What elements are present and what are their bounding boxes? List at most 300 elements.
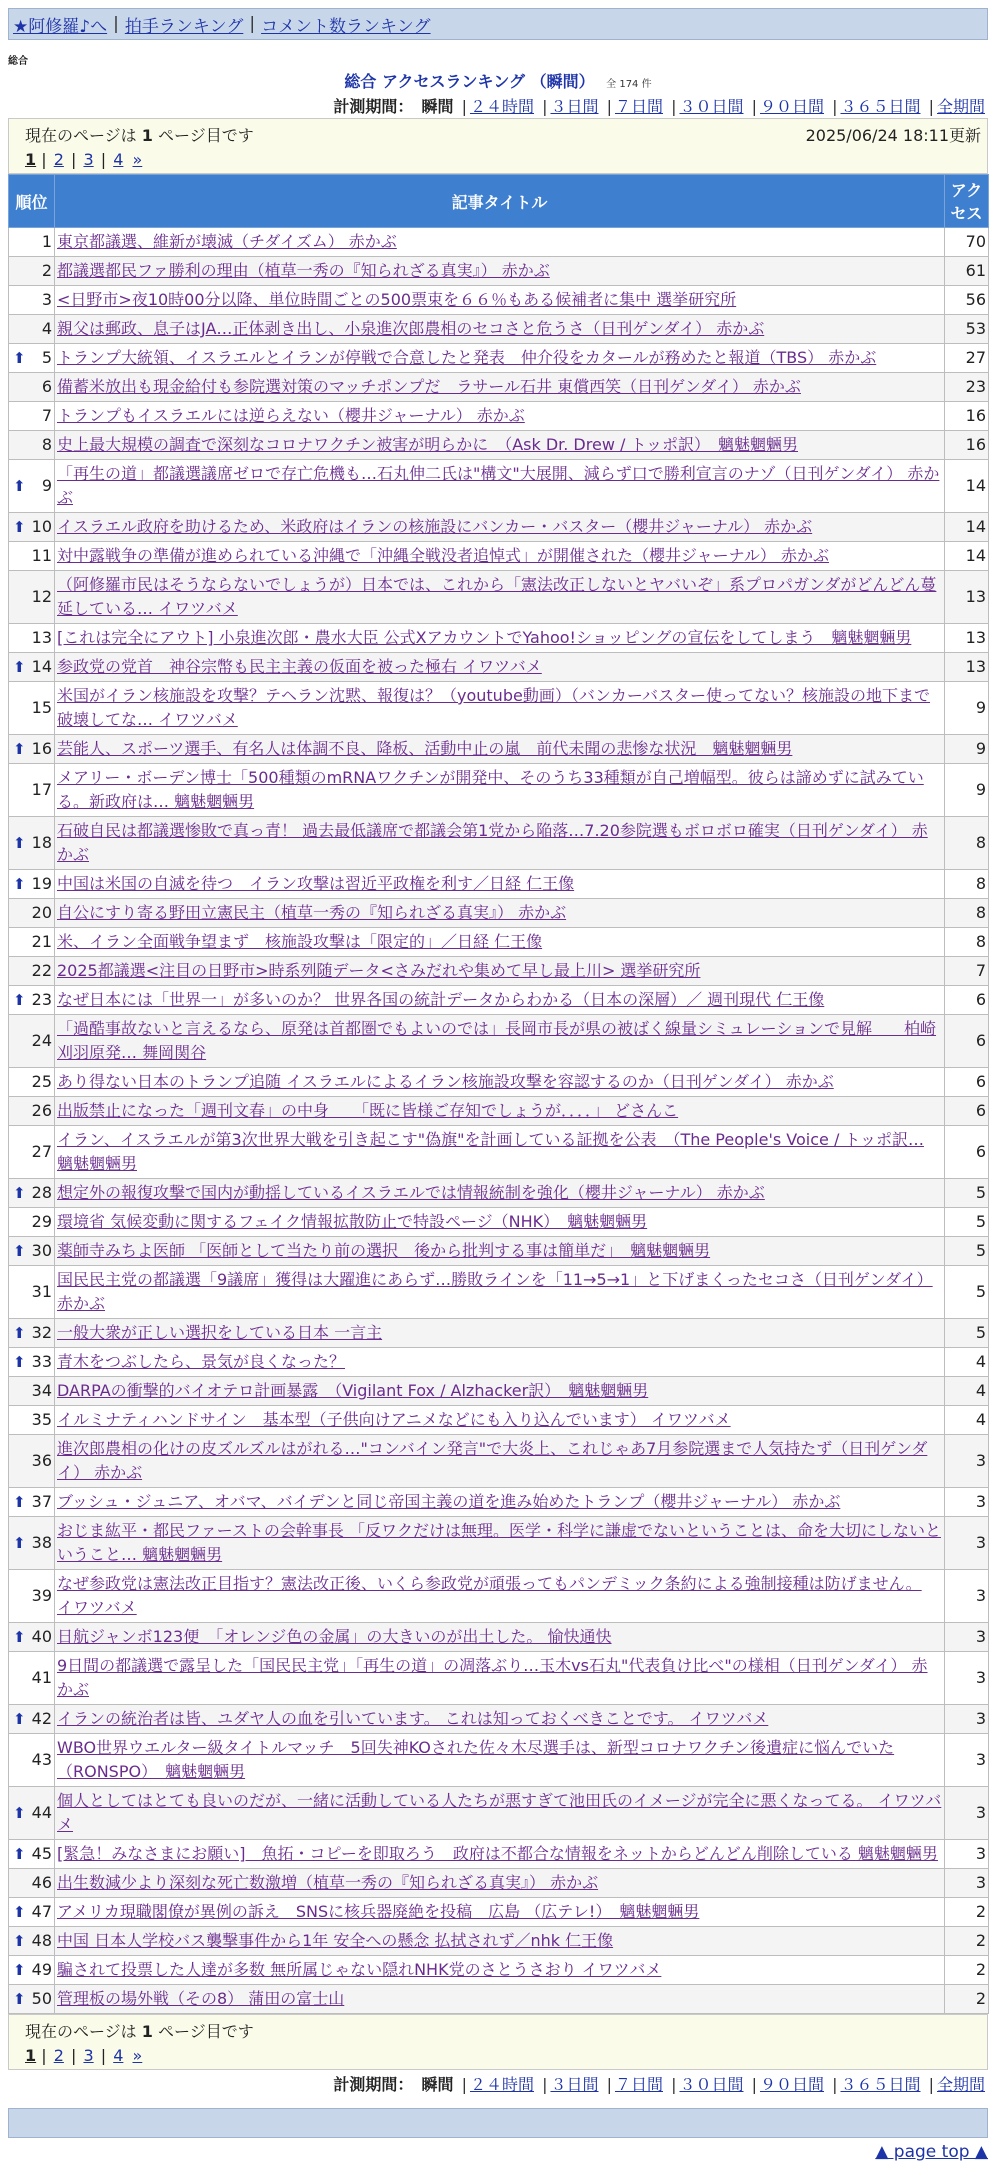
period-current: 瞬間: [421, 2075, 454, 2094]
article-link[interactable]: 石破自民は都議選惨敗で真っ青！ 過去最低議席で都議会第1党から陥落…7.20参院選もボロボロ確実（日刊ゲンダイ） 赤かぶ: [57, 821, 928, 864]
period-separator: |: [928, 97, 934, 116]
table-row: [9, 1266, 989, 1319]
rank-number: 43: [31, 1750, 52, 1769]
access-count: 6: [945, 1097, 989, 1126]
article-link[interactable]: 中国は米国の自滅を待つ イラン攻撃は習近平政権を利す／日経 仁王像: [57, 874, 575, 893]
rank-number: 1: [41, 232, 52, 251]
title-cell: [55, 228, 945, 257]
period-link-30d[interactable]: ３０日間: [679, 97, 744, 116]
table-row: [9, 957, 989, 986]
title-cell: [55, 1237, 945, 1266]
pager-top: [8, 118, 988, 174]
title-cell: [55, 1377, 945, 1406]
page-current: 1: [25, 150, 37, 169]
rank-cell: [9, 870, 55, 899]
table-row: [9, 1734, 989, 1787]
title-cell: [55, 1208, 945, 1237]
article-link[interactable]: メアリー・ボーデン博士「500種類のmRNAワクチンが開発中、そのうち33種類が自己増幅型。彼らは諦めずに試みている。新政府は… 魑魅魍魎男: [57, 768, 924, 811]
current-page-text: [25, 2019, 987, 2042]
up-arrow-icon: ⬆: [13, 658, 26, 676]
rank-number: 3: [41, 290, 52, 309]
access-count: 13: [945, 624, 989, 653]
section-label: 総合: [8, 56, 28, 67]
period-separator: |: [751, 2075, 757, 2094]
period-link-365d[interactable]: ３６５日間: [840, 97, 921, 116]
article-link[interactable]: 薬師寺みちよ医師 「医師として当たり前の選択 後から批判する事は簡単だ」 魑魅魍魎男: [57, 1241, 711, 1260]
table-row: [9, 1985, 989, 2014]
rank-cell: [9, 286, 55, 315]
top-nav-bar: [8, 8, 988, 40]
access-count: 53: [945, 315, 989, 344]
table-row: [9, 344, 989, 373]
article-link[interactable]: トランプ大統領、イスラエルとイランが停戦で合意したと発表 仲介役をカタールが務めたと報道（TBS） 赤かぶ: [57, 348, 877, 367]
article-link[interactable]: 個人としてはとても良いのだが、一緒に活動している人たちが悪すぎて池田氏のイメージが完全に悪くなってる。 イワツバメ: [57, 1791, 942, 1834]
rank-number: 22: [31, 961, 52, 980]
article-link[interactable]: 管理板の場外戦（その8） 蒲田の富士山: [57, 1989, 345, 2008]
table-row: [9, 460, 989, 513]
article-link[interactable]: 「過酷事故ないと言えるなら、原発は首都圏でもよいのでは」長岡市長が県の被ばく線量シミュレーションで見解 柏崎刈羽原発… 舞岡関谷: [57, 1019, 937, 1062]
rank-number: 26: [31, 1101, 52, 1120]
rank-cell: [9, 513, 55, 542]
header-access: アクセス: [945, 175, 989, 228]
access-count: 6: [945, 1068, 989, 1097]
article-link[interactable]: 9日間の都議選で露呈した「国民民主党」「再生の道」の凋落ぶり…玉木vs石丸"代表負け比べ"の様相（日刊ゲンダイ） 赤かぶ: [57, 1656, 928, 1699]
up-arrow-icon: ⬆: [13, 740, 26, 758]
article-link[interactable]: 青木をつぶしたら、景気が良くなった？: [57, 1352, 346, 1371]
article-link[interactable]: なぜ参政党は憲法改正目指す？憲法改正後、いくら参政党が頑張ってもパンデミック条約による強制接種は防げません。 イワツバメ: [57, 1574, 922, 1617]
title-cell: [55, 1319, 945, 1348]
table-row: [9, 1927, 989, 1956]
access-count: 61: [945, 257, 989, 286]
rank-cell: [9, 957, 55, 986]
rank-cell: [9, 1787, 55, 1840]
article-link[interactable]: イスラエル政府を助けるため、米政府はイランの核施設にバンカー・バスター（櫻井ジャーナル） 赤かぶ: [57, 517, 813, 536]
table-row: [9, 1840, 989, 1869]
total-count: 全 174 件: [606, 79, 652, 90]
title-cell: [55, 870, 945, 899]
access-count: 3: [945, 1869, 989, 1898]
article-link[interactable]: 米、イラン全面戦争望まず 核施設攻撃は「限定的」／日経 仁王像: [57, 932, 543, 951]
access-count: 16: [945, 431, 989, 460]
title-cell: [55, 513, 945, 542]
period-link-3d[interactable]: ３日間: [550, 97, 599, 116]
article-link[interactable]: ブッシュ・ジュニア、オバマ、バイデンと同じ帝国主義の道を進み始めたトランプ（櫻井ジャーナル） 赤かぶ: [57, 1492, 841, 1511]
rank-cell: [9, 1208, 55, 1237]
rank-number: 12: [31, 587, 52, 606]
page-top-link[interactable]: ▲ page top ▲: [875, 2142, 988, 2162]
rank-cell: [9, 764, 55, 817]
rank-number: 7: [41, 406, 52, 425]
table-row: [9, 899, 989, 928]
rank-number: 35: [31, 1410, 52, 1429]
rank-number: 47: [31, 1902, 52, 1921]
page-link-next[interactable]: »: [132, 2046, 143, 2065]
access-count: 3: [945, 1435, 989, 1488]
rank-cell: [9, 1956, 55, 1985]
title-cell: [55, 899, 945, 928]
title-cell: [55, 1985, 945, 2014]
table-row: [9, 1406, 989, 1435]
rank-cell: [9, 542, 55, 571]
table-row: [9, 653, 989, 682]
access-count: 2: [945, 1985, 989, 2014]
period-link-90d[interactable]: ９０日間: [759, 97, 824, 116]
table-row: [9, 986, 989, 1015]
updated-time: 2025/06/24 18:11更新: [805, 126, 981, 145]
article-link[interactable]: イルミナティハンドサイン 基本型（子供向けアニメなどにも入り込んでいます） イワツバメ: [57, 1410, 731, 1429]
table-row: [9, 513, 989, 542]
rank-number: 4: [41, 319, 52, 338]
table-row: [9, 1787, 989, 1840]
rank-number: 5: [41, 348, 52, 367]
up-arrow-icon: ⬆: [13, 1961, 26, 1979]
rank-number: 49: [31, 1960, 52, 1979]
access-count: 9: [945, 764, 989, 817]
rank-number: 32: [31, 1323, 52, 1342]
up-arrow-icon: ⬆: [13, 1932, 26, 1950]
period-link-all[interactable]: 全期間: [936, 97, 985, 116]
period-current: 瞬間: [421, 97, 454, 116]
title-cell: [55, 431, 945, 460]
access-count: 9: [945, 735, 989, 764]
rank-cell: [9, 653, 55, 682]
article-link[interactable]: DARPAの衝撃的バイオテロ計画暴露 （Vigilant Fox / Alzhacker訳） 魑魅魍魎男: [57, 1381, 649, 1400]
rank-number: 39: [31, 1586, 52, 1605]
access-count: 2: [945, 1956, 989, 1985]
rank-cell: [9, 1705, 55, 1734]
article-link[interactable]: 対中露戦争の準備が進められている沖縄で「沖縄全戦没者追悼式」が開催された（櫻井ジャーナル） 赤かぶ: [57, 546, 829, 565]
up-arrow-icon: ⬆: [13, 1710, 26, 1728]
article-link[interactable]: [これは完全にアウト] 小泉進次郎・農水大臣 公式XアカウントでYahoo!ショッピングの宣伝をしてしまう 魑魅魍魎男: [57, 628, 912, 647]
current-page-post: ページ目です: [158, 126, 254, 145]
access-count: 4: [945, 1406, 989, 1435]
page-title: [8, 69, 988, 92]
access-count: 5: [945, 1208, 989, 1237]
rank-cell: [9, 257, 55, 286]
period-separator: |: [606, 97, 612, 116]
article-link[interactable]: 想定外の報復攻撃で国内が動揺しているイスラエルでは情報統制を強化（櫻井ジャーナル） 赤かぶ: [57, 1183, 765, 1202]
rank-number: 37: [31, 1492, 52, 1511]
up-arrow-icon: ⬆: [13, 1804, 26, 1822]
period-selector-bottom: [8, 2074, 988, 2096]
access-count: 6: [945, 986, 989, 1015]
title-cell: [55, 682, 945, 735]
page-link-4[interactable]: 4: [113, 2046, 124, 2065]
article-link[interactable]: 騙されて投票した人達が多数 無所属じゃない隠れNHK党のさとうさおり イワツバメ: [57, 1960, 662, 1979]
article-link[interactable]: 備蓄米放出も現金給付も参院選対策のマッチポンプだ ラサール石井 東償西笑（日刊ゲンダイ） 赤かぶ: [57, 377, 801, 396]
period-separator: |: [928, 2075, 934, 2094]
access-count: 14: [945, 542, 989, 571]
page-links: 1 | 2 | 3 | 4 »: [25, 2046, 143, 2065]
rank-cell: [9, 1126, 55, 1179]
rank-cell: [9, 1517, 55, 1570]
rank-number: 9: [41, 476, 52, 495]
rank-number: 6: [41, 377, 52, 396]
title-cell: [55, 1517, 945, 1570]
title-cell: [55, 986, 945, 1015]
rank-number: 29: [31, 1212, 52, 1231]
rank-number: 46: [31, 1873, 52, 1892]
comment-ranking-link[interactable]: コメント数ランキング: [261, 16, 431, 37]
home-link[interactable]: ★阿修羅♪へ: [13, 16, 108, 37]
article-link[interactable]: 一般大衆が正しい選択をしている日本 一言主: [57, 1323, 383, 1342]
access-count: 8: [945, 870, 989, 899]
title-cell: [55, 957, 945, 986]
article-link[interactable]: 親父は郵政、息子はJA…正体剥き出し、小泉進次郎農相のセコさと危うさ（日刊ゲンダイ） 赤かぶ: [57, 319, 765, 338]
article-link[interactable]: 都議選都民ファ勝利の理由（植草一秀の『知られざる真実』） 赤かぶ: [57, 261, 550, 280]
up-arrow-icon: ⬆: [13, 1493, 26, 1511]
rank-cell: [9, 899, 55, 928]
article-link[interactable]: （阿修羅市民はそうならないでしょうが）日本では、これから「憲法改正しないとヤバいぞ」系プロパガンダがどんどん蔓延している… イワツバメ: [57, 575, 937, 618]
article-link[interactable]: イランの統治者は皆、ユダヤ人の血を引いています。 これは知っておくべきことです。 イワツバメ: [57, 1709, 769, 1728]
rank-number: 38: [31, 1533, 52, 1552]
period-separator: |: [542, 97, 548, 116]
article-link[interactable]: 自公にすり寄る野田立憲民主（植草一秀の『知られざる真実』） 赤かぶ: [57, 903, 567, 922]
rank-number: 30: [31, 1241, 52, 1260]
access-count: 14: [945, 460, 989, 513]
access-count: 3: [945, 1705, 989, 1734]
article-link[interactable]: 出版禁止になった「週刊文春」の中身 「既に皆様ご存知でしょうが．．．．」 どさんこ: [57, 1101, 679, 1120]
article-link[interactable]: <日野市>夜10時00分以降、単位時間ごとの500票束を６６％もある候補者に集中 選挙研究所: [57, 290, 737, 309]
footer-bar: [8, 2108, 988, 2138]
article-link[interactable]: おじま紘平・都民ファーストの会幹事長 「反ワクだけは無理。医学・科学に謙虚でないということは、命を大切にしないということ… 魑魅魍魎男: [57, 1521, 941, 1564]
header-rank: 順位: [9, 175, 55, 228]
table-row: [9, 624, 989, 653]
access-count: 8: [945, 928, 989, 957]
rank-number: 16: [31, 739, 52, 758]
article-link[interactable]: 2025都議選<注目の日野市>時系列随データ<さみだれや集めて早し最上川> 選挙研究所: [57, 961, 701, 980]
nav-separator: |: [249, 14, 256, 34]
article-link[interactable]: アメリカ現職閣僚が異例の訴え SNSに核兵器廃絶を投稿 広島 （広テレ!） 魑魅魍魎男: [57, 1902, 700, 1921]
up-arrow-icon: ⬆: [13, 1353, 26, 1371]
table-row: [9, 1623, 989, 1652]
access-count: 16: [945, 402, 989, 431]
title-cell: [55, 286, 945, 315]
up-arrow-icon: ⬆: [13, 1903, 26, 1921]
access-count: 5: [945, 1237, 989, 1266]
up-arrow-icon: ⬆: [13, 875, 26, 893]
page-current: 1: [25, 2046, 37, 2065]
page-link-2[interactable]: 2: [53, 150, 64, 169]
title-cell: [55, 373, 945, 402]
rank-number: 17: [31, 780, 52, 799]
period-label: 計測期間：: [333, 97, 414, 116]
rank-cell: [9, 315, 55, 344]
rank-cell: [9, 624, 55, 653]
article-link[interactable]: 中国 日本人学校バス襲撃事件から1年 安全への懸念 払拭されず／nhk 仁王像: [57, 1931, 614, 1950]
article-link[interactable]: 国民民主党の都議選「9議席」獲得は大躍進にあらず…勝敗ラインを「11→5→1」と下げまくったセコさ（日刊ゲンダイ） 赤かぶ: [57, 1270, 933, 1313]
title-cell: [55, 1787, 945, 1840]
article-link[interactable]: 芸能人、スポーツ選手、有名人は体調不良、降板、活動中止の嵐 前代未聞の悲惨な状況 魑魅魍魎男: [57, 739, 793, 758]
table-row: [9, 1097, 989, 1126]
rank-number: 18: [31, 833, 52, 852]
period-link-30d[interactable]: ３０日間: [679, 2075, 744, 2094]
period-separator: |: [671, 2075, 677, 2094]
table-row: [9, 1652, 989, 1705]
title-cell: [55, 764, 945, 817]
rank-number: 27: [31, 1142, 52, 1161]
title-cell: [55, 460, 945, 513]
period-link-all[interactable]: 全期間: [936, 2075, 985, 2094]
table-row: [9, 1348, 989, 1377]
rank-cell: [9, 571, 55, 624]
table-row: [9, 1319, 989, 1348]
current-page-number: 1: [141, 2022, 153, 2041]
nav-separator: |: [113, 14, 119, 34]
rank-number: 42: [31, 1709, 52, 1728]
rank-cell: [9, 682, 55, 735]
up-arrow-icon: ⬆: [13, 1845, 26, 1863]
up-arrow-icon: ⬆: [13, 1534, 26, 1552]
table-header-row: [9, 175, 989, 228]
up-arrow-icon: ⬆: [13, 1990, 26, 2008]
article-link[interactable]: 参政党の党首 神谷宗幣も民主主義の仮面を被った極右 イワツバメ: [57, 657, 542, 676]
rank-cell: [9, 1488, 55, 1517]
access-count: 14: [945, 513, 989, 542]
title-cell: [55, 1348, 945, 1377]
access-count: 70: [945, 228, 989, 257]
period-link-3d[interactable]: ３日間: [550, 2075, 599, 2094]
rank-cell: [9, 1179, 55, 1208]
period-link-24h[interactable]: ２４時間: [469, 97, 534, 116]
rank-number: 13: [31, 628, 52, 647]
rank-cell: [9, 1570, 55, 1623]
access-count: 3: [945, 1787, 989, 1840]
title-cell: [55, 315, 945, 344]
title-cell: [55, 1097, 945, 1126]
rank-cell: [9, 1927, 55, 1956]
period-separator: |: [671, 97, 677, 116]
access-count: 8: [945, 817, 989, 870]
title-cell: [55, 1406, 945, 1435]
rank-number: 50: [31, 1989, 52, 2008]
rank-cell: [9, 228, 55, 257]
table-row: [9, 571, 989, 624]
access-count: 23: [945, 373, 989, 402]
page-link-4[interactable]: 4: [113, 150, 124, 169]
access-count: 8: [945, 899, 989, 928]
article-link[interactable]: イラン、イスラエルが第3次世界大戦を引き起こす"偽旗"を計画している証拠を公表 （The People's Voice / トッポ訳… 魑魅魍魎男: [57, 1130, 924, 1173]
rank-number: 45: [31, 1844, 52, 1863]
period-link-90d[interactable]: ９０日間: [759, 2075, 824, 2094]
rank-number: 19: [31, 874, 52, 893]
article-link[interactable]: なぜ日本には「世界一」が多いのか？ 世界各国の統計データからわかる（日本の深層）／ 週刊現代 仁王像: [57, 990, 825, 1009]
access-count: 2: [945, 1927, 989, 1956]
table-row: [9, 228, 989, 257]
title-cell: [55, 1927, 945, 1956]
period-link-365d[interactable]: ３６５日間: [840, 2075, 921, 2094]
access-count: 13: [945, 571, 989, 624]
page-link-next[interactable]: »: [132, 150, 143, 169]
rank-number: 14: [31, 657, 52, 676]
article-link[interactable]: トランプもイスラエルには逆らえない（櫻井ジャーナル） 赤かぶ: [57, 406, 525, 425]
article-link[interactable]: 「再生の道」都議選議席ゼロで存亡危機も…石丸伸二氏は"構文"大展開、減らず口で勝利宣言のナゾ（日刊ゲンダイ） 赤かぶ: [57, 464, 940, 507]
rank-number: 44: [31, 1803, 52, 1822]
page-link-2[interactable]: 2: [53, 2046, 64, 2065]
rank-number: 40: [31, 1627, 52, 1646]
rank-cell: [9, 986, 55, 1015]
rank-number: 23: [31, 990, 52, 1009]
article-link[interactable]: 進次郎農相の化けの皮ズルズルはがれる…"コンバイン発言"で大炎上、これじゃあ7月参院選まで人気持たず（日刊ゲンダイ） 赤かぶ: [57, 1439, 928, 1482]
table-row: [9, 1377, 989, 1406]
rank-number: 20: [31, 903, 52, 922]
title-cell: [55, 571, 945, 624]
page-link-3[interactable]: 3: [83, 2046, 94, 2065]
article-link[interactable]: 環境省 気候変動に関するフェイク情報拡散防止で特設ページ（NHK） 魑魅魍魎男: [57, 1212, 648, 1231]
article-link[interactable]: あり得ない日本のトランプ追随 イスラエルによるイラン核施設攻撃を容認するのか（日刊ゲンダイ） 赤かぶ: [57, 1072, 834, 1091]
table-row: [9, 286, 989, 315]
page: [8, 8, 988, 2162]
period-link-7d[interactable]: ７日間: [614, 2075, 663, 2094]
title-cell: [55, 735, 945, 764]
article-link[interactable]: WBO世界ウエルター級タイトルマッチ 5回失神KOされた佐々木尽選手は、新型コロナワクチン後遺症に悩んでいた（RONSPO） 魑魅魍魎男: [57, 1738, 895, 1781]
table-row: [9, 870, 989, 899]
period-separator: |: [832, 97, 838, 116]
table-row: [9, 1898, 989, 1927]
article-link[interactable]: [緊急！みなさまにお願い] 魚拓・コピーを即取ろう 政府は不都合な情報をネットからどんどん削除している 魑魅魍魎男: [57, 1844, 938, 1863]
period-link-7d[interactable]: ７日間: [614, 97, 663, 116]
up-arrow-icon: ⬆: [13, 1184, 26, 1202]
title-cell: [55, 1869, 945, 1898]
page-top: [8, 2142, 988, 2162]
title-cell: [55, 1015, 945, 1068]
rank-cell: [9, 1319, 55, 1348]
access-count: 7: [945, 957, 989, 986]
current-page-number: 1: [141, 126, 153, 145]
table-row: [9, 817, 989, 870]
rank-number: 34: [31, 1381, 52, 1400]
table-row: [9, 402, 989, 431]
page-link-3[interactable]: 3: [83, 150, 94, 169]
access-count: 3: [945, 1570, 989, 1623]
rank-cell: [9, 1652, 55, 1705]
title-cell: [55, 1623, 945, 1652]
period-separator: |: [542, 2075, 548, 2094]
article-link[interactable]: 史上最大規模の調査で深刻なコロナワクチン被害が明らかに （Ask Dr. Drew / トッポ訳） 魑魅魍魎男: [57, 435, 798, 454]
title-cell: [55, 542, 945, 571]
up-arrow-icon: ⬆: [13, 477, 26, 495]
rank-number: 24: [31, 1031, 52, 1050]
clap-ranking-link[interactable]: 拍手ランキング: [124, 16, 244, 37]
title-cell: [55, 1652, 945, 1705]
rank-number: 33: [31, 1352, 52, 1371]
table-row: [9, 431, 989, 460]
access-count: 56: [945, 286, 989, 315]
ranking-table: [8, 174, 989, 2014]
period-link-24h[interactable]: ２４時間: [469, 2075, 534, 2094]
rank-cell: [9, 928, 55, 957]
title-cell: [55, 624, 945, 653]
table-row: [9, 257, 989, 286]
article-link[interactable]: 日航ジャンボ123便 「オレンジ色の金属」の大きいのが出土した。 愉快通快: [57, 1627, 612, 1646]
header-title: 記事タイトル: [55, 175, 945, 228]
access-count: 3: [945, 1734, 989, 1787]
title-cell: [55, 1266, 945, 1319]
article-link[interactable]: 米国がイラン核施設を攻撃？テヘラン沈黙、報復は？（youtube動画）（バンカーバスター使ってない？核施設の地下まで破壊してな… イワツバメ: [57, 686, 931, 729]
title-cell: [55, 1956, 945, 1985]
table-row: [9, 1570, 989, 1623]
period-separator: |: [751, 97, 757, 116]
table-row: [9, 373, 989, 402]
access-count: 6: [945, 1126, 989, 1179]
title-cell: [55, 1840, 945, 1869]
table-row: [9, 315, 989, 344]
rank-number: 48: [31, 1931, 52, 1950]
rank-cell: [9, 1898, 55, 1927]
article-link[interactable]: 東京都議選、維新が壊滅（チダイズム） 赤かぶ: [57, 232, 397, 251]
up-arrow-icon: ⬆: [13, 1324, 26, 1342]
article-link[interactable]: 出生数減少より深刻な死亡数激増（植草一秀の『知られざる真実』） 赤かぶ: [57, 1873, 599, 1892]
